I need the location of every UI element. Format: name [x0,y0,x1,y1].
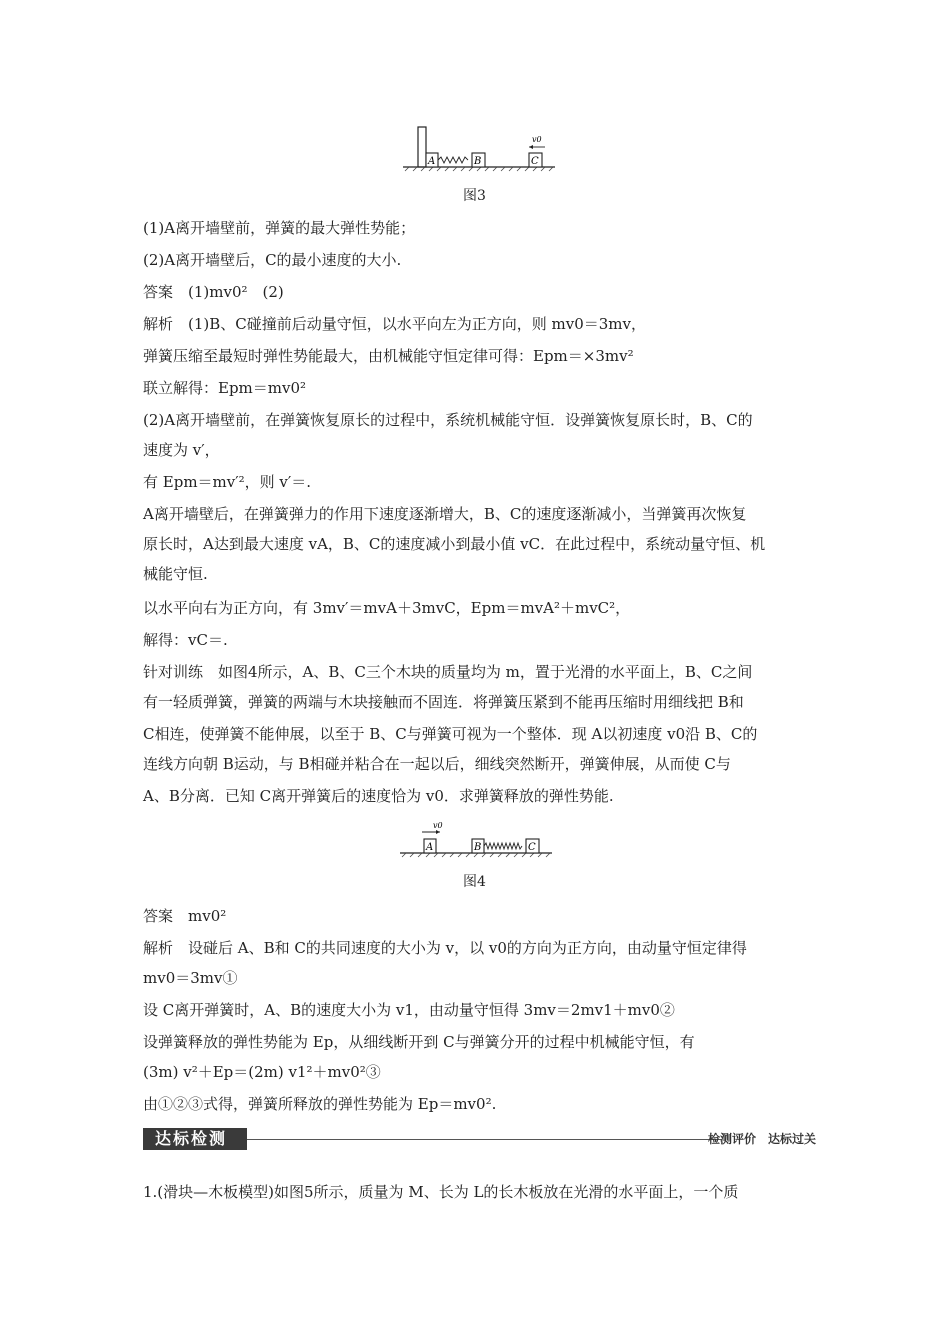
training-line-5: A、B分离．已知 C离开弹簧后的速度恰为 v0．求弹簧释放的弹性势能. [143,787,614,805]
analysis-1-line-6: 有 Epm＝mv′²，则 v′＝. [143,473,312,491]
training-line-1: 针对训练 如图4所示，A、B、C三个木块的质量均为 m，置于光滑的水平面上，B、C之间 [143,663,753,681]
velocity-arrowhead [436,830,440,834]
problem-1: 1.(滑块—木板模型)如图5所示，质量为 M、长为 L的长木板放在光滑的水平面上，一个质 [143,1183,739,1201]
analysis-2-line-3: 设 C离开弹簧时，A、B的速度大小为 v1，由动量守恒得 3mv＝2mv1＋mv0② [143,1001,675,1019]
block-a-label: A [426,842,434,853]
figure-4-diagram [396,818,556,860]
analysis-2-line-6: 由①②③式得，弹簧所释放的弹性势能为 Ep＝mv0². [143,1095,497,1113]
analysis-1-line-8: 原长时，A达到最大速度 vA，B、C的速度减小到最小值 vC．在此过程中，系统动量守恒、机 [143,535,766,553]
training-line-4: 连线方向朝 B运动，与 B相碰并粘合在一起以后，细线突然断开，弹簧伸展，从而使 C与 [143,755,731,773]
analysis-1-line-11: 解得：vC＝. [143,631,228,649]
analysis-1-line-10: 以水平向右为正方向，有 3mv′＝mvA＋3mvC，Epm＝mvA²＋mvC²， [143,599,631,617]
training-line-2: 有一轻质弹簧，弹簧的两端与木块接触而不固连．将弹簧压紧到不能再压缩时用细线把 B和 [143,693,744,711]
figure-3-diagram [395,124,560,174]
spring [438,157,468,163]
block-c-label: C [531,156,539,167]
section-title: 达标检测 [155,1129,228,1148]
analysis-2-line-5: (3m) v²＋Ep＝(2m) v1²＋mv0²③ [143,1063,381,1081]
block-a-label: A [428,156,436,167]
analysis-1-line-4: (2)A离开墙壁前，在弹簧恢复原长的过程中，系统机械能守恒．设弹簧恢复原长时，B、C的 [143,411,753,429]
block-b-label: B [474,842,482,853]
figure-3-caption: 图3 [463,188,486,204]
section-title-box [143,1128,247,1150]
analysis-1-line-9: 械能守恒. [143,565,208,583]
section-header [143,1126,816,1152]
analysis-1-line-5: 速度为 v′， [143,441,220,459]
velocity-arrowhead [529,145,533,149]
section-rule [247,1139,722,1140]
block-b-label: B [474,156,482,167]
analysis-1-line-7: A离开墙壁后，在弹簧弹力的作用下速度逐渐增大，B、C的速度逐渐减小，当弹簧再次恢复 [143,505,747,523]
analysis-1-line-3: 联立解得：Epm＝mv0² [143,379,307,397]
analysis-1-line-2: 弹簧压缩至最短时弹性势能最大，由机械能守恒定律可得：Epm＝×3mv² [143,347,634,365]
analysis-2-line-1: 解析 设碰后 A、B和 C的共同速度的大小为 v，以 v0的方向为正方向，由动量守恒定律得 [143,939,747,957]
section-subtitle: 检测评价 达标过关 [707,1132,816,1146]
velocity-label: v0 [433,821,443,830]
answer-2: 答案 mv0² [143,907,227,925]
analysis-1-line-1: 解析 (1)B、C碰撞前后动量守恒，以水平向左为正方向，则 mv0＝3mv， [143,315,647,333]
block-c-label: C [528,842,536,853]
analysis-2-line-2: mv0＝3mv① [143,969,238,987]
training-line-3: C相连，使弹簧不能伸展，以至于 B、C与弹簧可视为一个整体．现 A以初速度 v0沿 B、C的 [143,725,758,743]
question-1: (1)A离开墙壁前，弹簧的最大弹性势能； [143,219,416,237]
answer-1: 答案 (1)mv0² (2) [143,283,284,301]
analysis-2-line-4: 设弹簧释放的弹性势能为 Ep，从细线断开到 C与弹簧分开的过程中机械能守恒，有 [143,1033,695,1051]
compressed-spring [484,843,522,849]
wall [418,127,426,167]
question-2: (2)A离开墙壁后，C的最小速度的大小. [143,251,402,269]
velocity-label: v0 [532,135,542,144]
figure-4-caption: 图4 [463,874,486,890]
